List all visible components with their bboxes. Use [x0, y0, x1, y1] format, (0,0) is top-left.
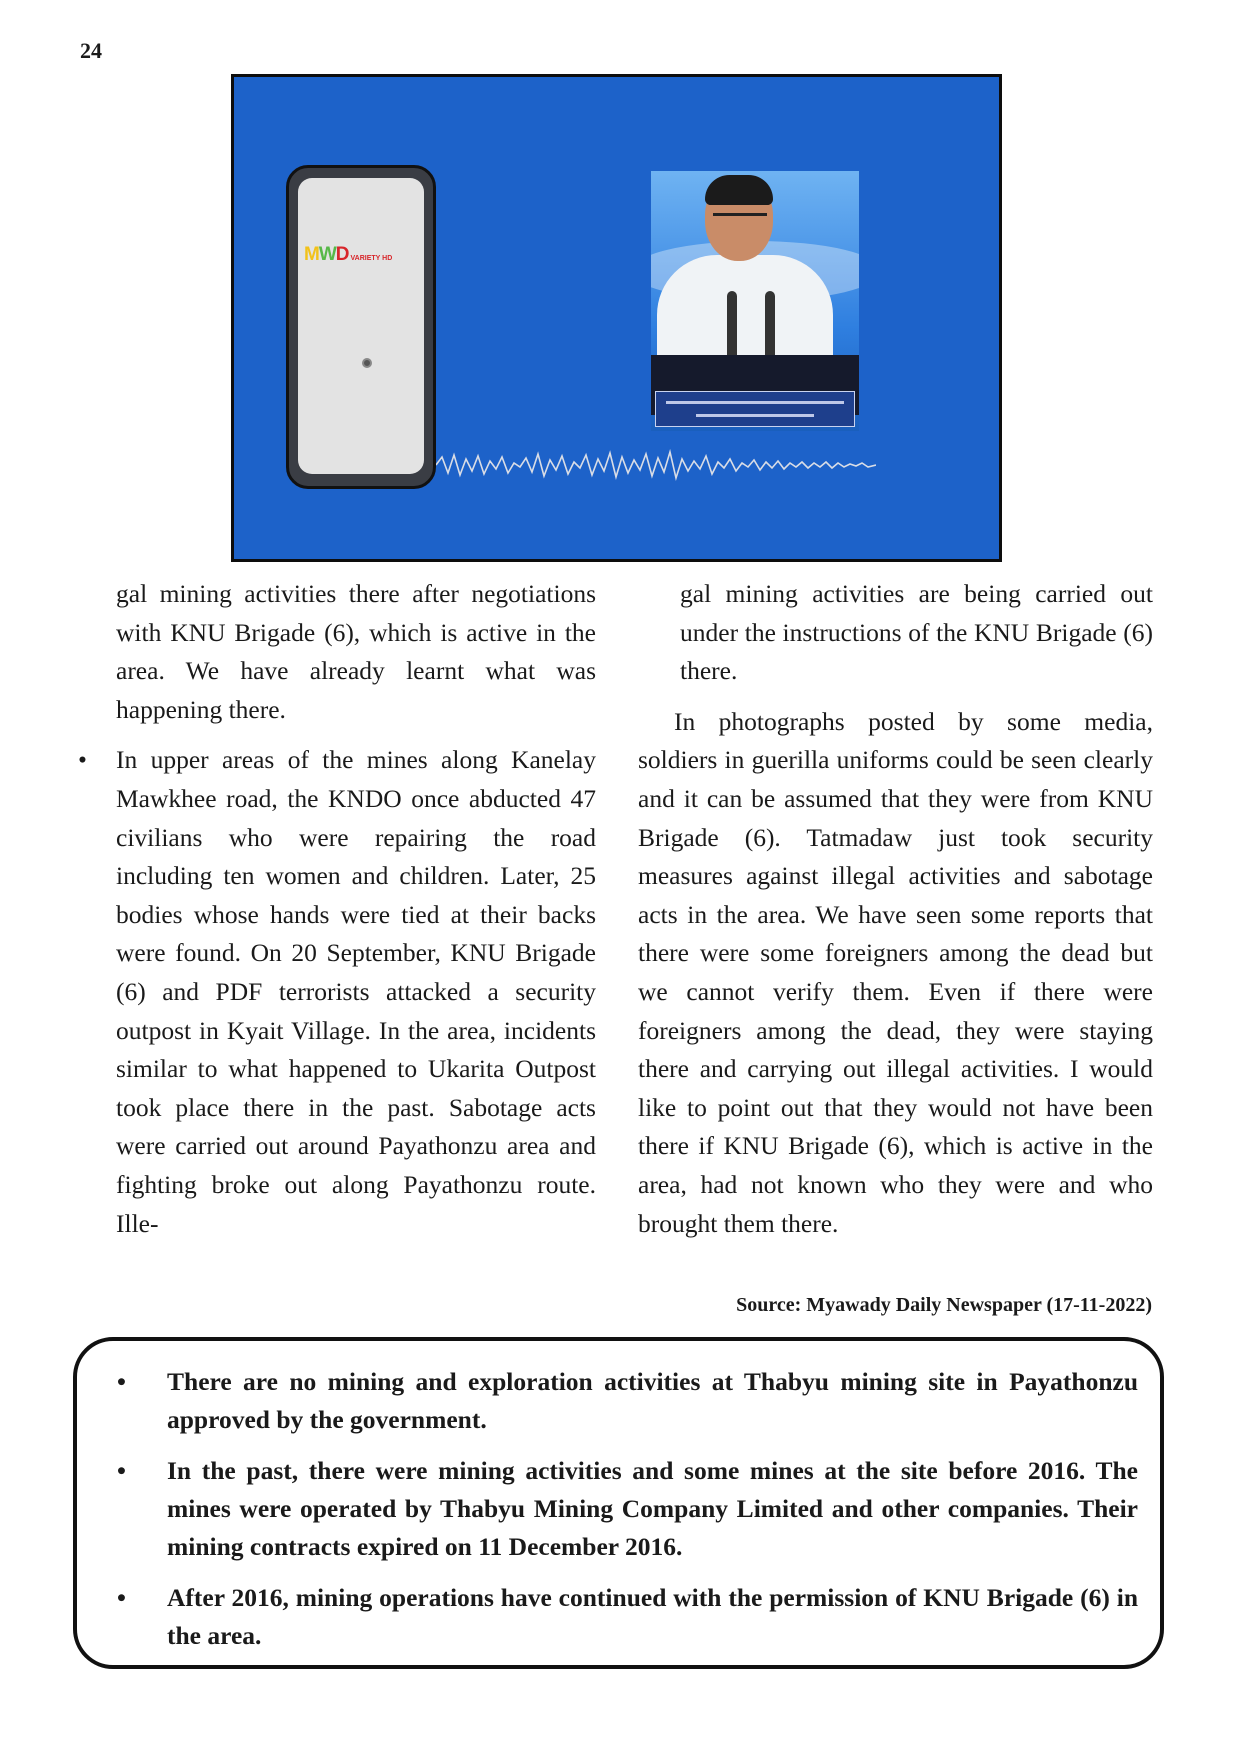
summary-box — [73, 1337, 1164, 1669]
bullet-icon: • — [78, 745, 87, 775]
summary-item: • There are no mining and exploration activities at Thabyu mining site in Payathonzu approved by the government. — [117, 1363, 1138, 1439]
mwd-logo: MWD VARIETY HD — [304, 244, 393, 265]
page-number: 24 — [80, 38, 102, 63]
smartphone-illustration — [286, 165, 436, 489]
news-screenshot-image — [231, 74, 1002, 562]
article-paragraph: gal mining activities there after negotiations with KNU Brigade (6), which is active in the area. We have already learnt what was happening there. — [116, 579, 596, 724]
summary-item: • In the past, there were mining activities and some mines at the site before 2016. The mines were operated by Thabyu Mining Company Limited and other companies. Their mining contracts expired on 11 December 2016. — [117, 1452, 1138, 1566]
article-left-column — [74, 575, 596, 1243]
microphone-icon — [765, 291, 775, 361]
article-paragraph: gal mining activities are being carried out under the instructions of the KNU Brigade (6) there. — [680, 579, 1153, 686]
source-citation: Source: Myawady Daily Newspaper (17-11-2022) — [736, 1294, 1152, 1316]
summary-item: • After 2016, mining operations have continued with the permission of KNU Brigade (6) in the area. — [117, 1579, 1138, 1655]
audio-waveform-icon — [436, 447, 876, 483]
video-caption-bar — [655, 391, 855, 427]
article-bullet-item: • In upper areas of the mines along Kanelay Mawkhee road, the KNDO once abducted 47 civilians who were repairing the road including ten women and children. Later, 25 bodies whose hands were tied at their backs were found. On 20 September, KNU Brigade (6) and PDF terrorists attacked a security outpost in Kyait Village. In the area, incidents similar to what happened to Ukarita Outpost took place there in the past. Sabotage acts were carried out around Payathonzu area and fighting broke out along Payathonzu route. Ille- — [74, 741, 596, 1243]
bullet-icon: • — [117, 1456, 126, 1485]
bullet-icon: • — [117, 1583, 126, 1612]
microphone-icon — [727, 291, 737, 361]
phone-camera-icon — [362, 358, 372, 368]
article-paragraph: In photographs posted by some media, soldiers in guerilla uniforms could be seen clearly and it can be assumed that they were from KNU Brigade (6). Tatmadaw just took security measures against illegal activities and sabotage acts in the area. We have seen some reports that there were some foreigners among the dead but we cannot verify them. Even if there were foreigners among the dead, they were staying there and carrying out illegal activities. I would like to point out that they would not have been there if KNU Brigade (6), which is active in the area, had not known who they were and who brought them there. — [638, 706, 1153, 1238]
phone-screen — [298, 178, 424, 474]
speaker-figure — [657, 255, 833, 365]
bullet-icon: • — [117, 1367, 126, 1396]
article-right-column — [638, 575, 1153, 1243]
summary-list — [117, 1363, 1138, 1668]
speaker-video-inset — [651, 171, 859, 431]
